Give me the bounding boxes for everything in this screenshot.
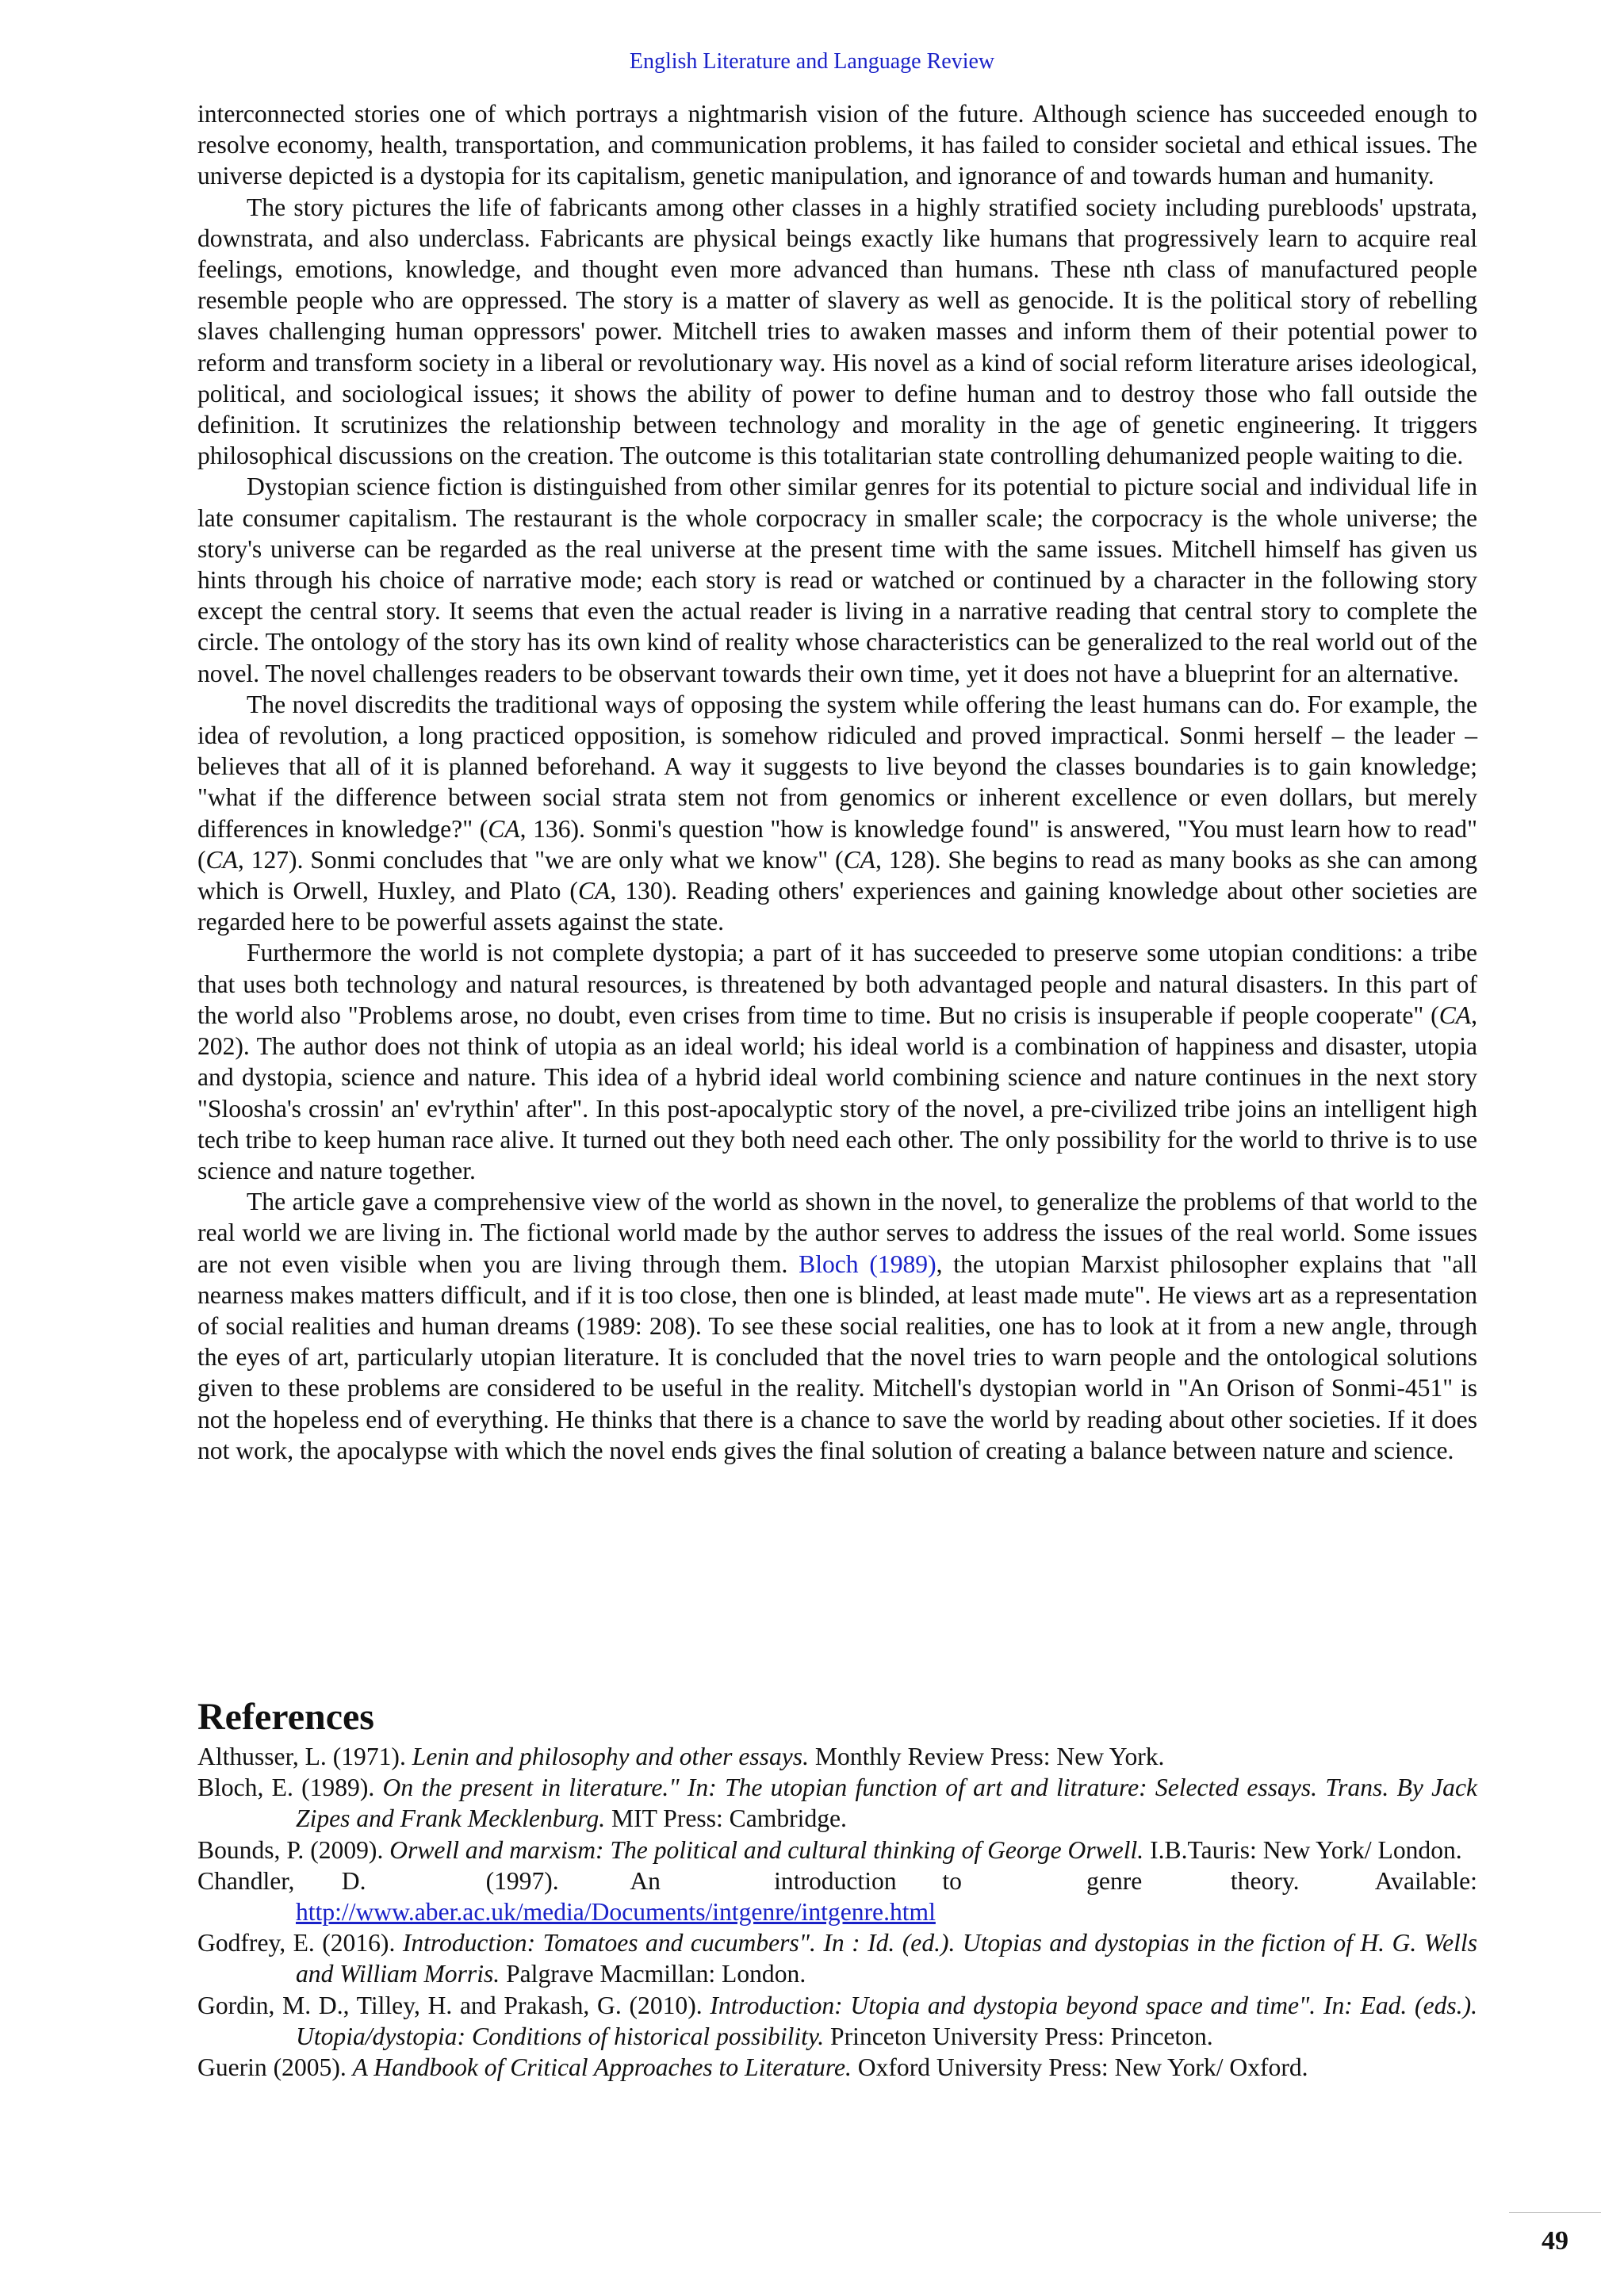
paragraph-2: The story pictures the life of fabricants among other classes in a highly stratified society including purebloods' upstrata, downstrata, and also underclass. Fabricants are physical beings exactly like humans that progressively learn to acquire real feelings, emotions, knowledge, and thought even more advanced than humans. These nth class of manufactured people resemble people who are oppressed. The story is a matter of slavery as well as genocide. It is the political story of rebelling slaves challenging human oppressors' power. Mitchell tries to awaken masses and inform them of their potential power to reform and transform society in a liberal or revolutionary way. His novel as a kind of social reform literature arises ideological, political, and sociological issues; it shows the ability of power to define human and to destroy those who fall outside the definition. It scrutinizes the relationship between technology and morality in the age of genetic engineering. It triggers philosophical discussions on the creation. The outcome is this totalitarian state controlling dehumanized people waiting to die. bbox=[197, 193, 1477, 470]
paragraph-6-text-1: The article gave a comprehensive view of the world as shown in the novel, to generalize the problems of that world to the real world we are living in. The fictional world made by the author serves to address the issues of the real world. Some issues are not even visible when you are living through them. bbox=[197, 1188, 1477, 1278]
reference-publisher: MIT Press: Cambridge. bbox=[605, 1804, 847, 1833]
paragraph-4-text-3: , 127). Sonmi concludes that "we are only what we know" ( bbox=[237, 845, 844, 874]
reference-author: Bounds, P. (2009). bbox=[197, 1835, 390, 1864]
reference-item bbox=[197, 1772, 1477, 1834]
paragraph-1: interconnected stories one of which portrays a nightmarish vision of the future. Although science has succeeded enough to resolve economy, health, transportation, and communication problems, it has failed to consider societal and ethical issues. The universe depicted is a dystopia for its capitalism, genetic manipulation, and ignorance of and towards human and humanity. bbox=[197, 100, 1477, 190]
reference-word: Available: bbox=[1374, 1866, 1477, 1895]
reference-publisher: Princeton University Press: Princeton. bbox=[824, 2022, 1213, 2050]
reference-chandler-line: Chandler, D. (1997). An introduction to genre theory. Available: bbox=[296, 1866, 1477, 1896]
reference-author: Bloch, E. (1989). bbox=[197, 1774, 383, 1802]
reference-word: introduction bbox=[774, 1866, 897, 1895]
reference-item bbox=[197, 2052, 1477, 2083]
reference-author: Gordin, M. D., Tilley, H. and Prakash, G. (2010). bbox=[197, 1991, 710, 2019]
references-heading: References bbox=[197, 1696, 374, 1738]
paragraph-4 bbox=[197, 689, 1477, 938]
reference-item bbox=[197, 1741, 1477, 1772]
paragraph-5 bbox=[197, 937, 1477, 1186]
paragraph-5-text-1: Furthermore the world is not complete dystopia; a part of it has succeeded to preserve some utopian conditions: a tribe that uses both technology and natural resources, is threatened by both advantaged people and natural disasters. In this part of the world also "Problems arose, no doubt, even crises from time to time. But no crisis is insuperable if people cooperate" ( bbox=[197, 939, 1477, 1029]
reference-publisher: Palgrave Macmillan: London. bbox=[500, 1960, 806, 1988]
footer-divider bbox=[1509, 2212, 1601, 2213]
reference-author: Guerin (2005). bbox=[197, 2053, 353, 2082]
citation-ca: CA bbox=[843, 845, 875, 874]
journal-header: English Literature and Language Review bbox=[629, 49, 995, 74]
reference-title: Orwell and marxism: The political and cultural thinking of George Orwell. bbox=[389, 1835, 1144, 1864]
citation-ca: CA bbox=[488, 814, 520, 843]
paragraph-4-text-1: The novel discredits the traditional ways of opposing the system while offering the least humans can do. For example, the idea of revolution, a long practiced opposition, is somehow ridiculed and proved impractical. Sonmi herself – the leader – believes that all of it is planned beforehand. A way it suggests to live beyond the classes boundaries is to gain knowledge; "what if the difference between social strata stem not from genomics or inherent excellence or even dollars, but merely differences in knowledge?" ( bbox=[197, 690, 1477, 843]
citation-ca: CA bbox=[577, 877, 611, 905]
paragraph-3: Dystopian science fiction is distinguished from other similar genres for its potential to picture social and individual life in late consumer capitalism. The restaurant is the whole corpocracy in smaller scale; the corpocracy is the whole universe; the story's universe can be regarded as the real universe at the present time with the same issues. Mitchell himself has given us hints through his choice of narrative mode; each story is read or watched or continued by a character in the following story except the central story. It seems that even the actual reader is living in a narrative reading that central story to complete the circle. The ontology of the story has its own kind of reality whose characteristics can be generalized to the real world out of the novel. The novel challenges readers to be observant towards their own time, yet it does not have a blueprint for an alternative. bbox=[197, 473, 1477, 687]
bloch-citation-link[interactable]: Bloch (1989) bbox=[799, 1249, 936, 1278]
paragraph-6-text-2: , the utopian Marxist philosopher explains that "all nearness makes matters difficult, and if it is too close, then one is blinded, at least made mute". He views art as a representation of social realities and human dreams (1989: 208). To see these social realities, one has to look at it from a new angle, through the eyes of art, particularly utopian literature. It is concluded that the novel tries to warn people and the ontological solutions given to these problems are considered to be useful in the reality. Mitchell's dystopian world in "An Orison of Sonmi-451" is not the hopeless end of everything. He thinks that there is a chance to save the world by reading about other societies. If it does not work, the apocalypse with which the novel ends gives the final solution of creating a balance between nature and science. bbox=[197, 1249, 1477, 1464]
reference-title: A Handbook of Critical Approaches to Literature. bbox=[352, 2053, 852, 2082]
reference-publisher: Oxford University Press: New York/ Oxford. bbox=[851, 2053, 1308, 2082]
paragraph-6 bbox=[197, 1186, 1477, 1466]
references-list bbox=[197, 1741, 1477, 2083]
reference-url-link[interactable]: http://www.aber.ac.uk/media/Documents/intgenre/intgenre.html bbox=[296, 1898, 936, 1927]
citation-ca: CA bbox=[205, 845, 238, 874]
reference-item bbox=[197, 1866, 1477, 1927]
reference-publisher: I.B.Tauris: New York/ London. bbox=[1143, 1835, 1462, 1864]
reference-item bbox=[197, 1835, 1477, 1866]
reference-title: On the present in literature." In: The utopian function of art and litrature: Selected essays. Trans. By Jack Zipes and Frank Mecklenburg. bbox=[296, 1774, 1477, 1833]
reference-author: Godfrey, E. (2016). bbox=[197, 1929, 403, 1957]
paragraph-4-text-4: , 128). She begins to read as many books as she can among which is Orwell, Huxley, and Plato ( bbox=[197, 845, 1477, 905]
paragraph-4-text-5: , 130). Reading others' experiences and gaining knowledge about other societies are regarded here to be powerful assets against the state. bbox=[197, 877, 1477, 936]
reference-item bbox=[197, 1990, 1477, 2052]
page-number: 49 bbox=[1542, 2226, 1568, 2256]
reference-author: Althusser, L. (1971). bbox=[197, 1743, 412, 1770]
reference-publisher: Monthly Review Press: New York. bbox=[808, 1743, 1165, 1770]
paragraph-4-text-2: , 136). Sonmi's question "how is knowledge found" is answered, "You must learn how to read" ( bbox=[197, 814, 1477, 874]
reference-title: Introduction: Utopia and dystopia beyond space and time". In: Ead. (eds.). Utopia/dystopia: Conditions of historical possibility. bbox=[296, 1991, 1478, 2050]
reference-title: Lenin and philosophy and other essays. bbox=[412, 1743, 809, 1770]
reference-item bbox=[197, 1927, 1477, 1989]
paragraph-5-text-2: , 202). The author does not think of utopia as an ideal world; his ideal world is a combination of happiness and disaster, utopia and dystopia, science and nature. This idea of a hybrid ideal world combining science and nature continues in the next story "Sloosha's crossin' an' ev'rythin' after". In this post-apocalyptic story of the novel, a pre-civilized tribe joins an intelligent high tech tribe to keep human race alive. It turned out they both need each other. The only possibility for the world to thrive is to use science and nature together. bbox=[197, 1001, 1477, 1184]
citation-ca: CA bbox=[1438, 1001, 1472, 1029]
reference-title: Introduction: Tomatoes and cucumbers". In : Id. (ed.). Utopias and dystopias in the fiction of H. G. Wells and William Morris. bbox=[296, 1929, 1478, 1988]
article-body bbox=[197, 98, 1477, 1466]
